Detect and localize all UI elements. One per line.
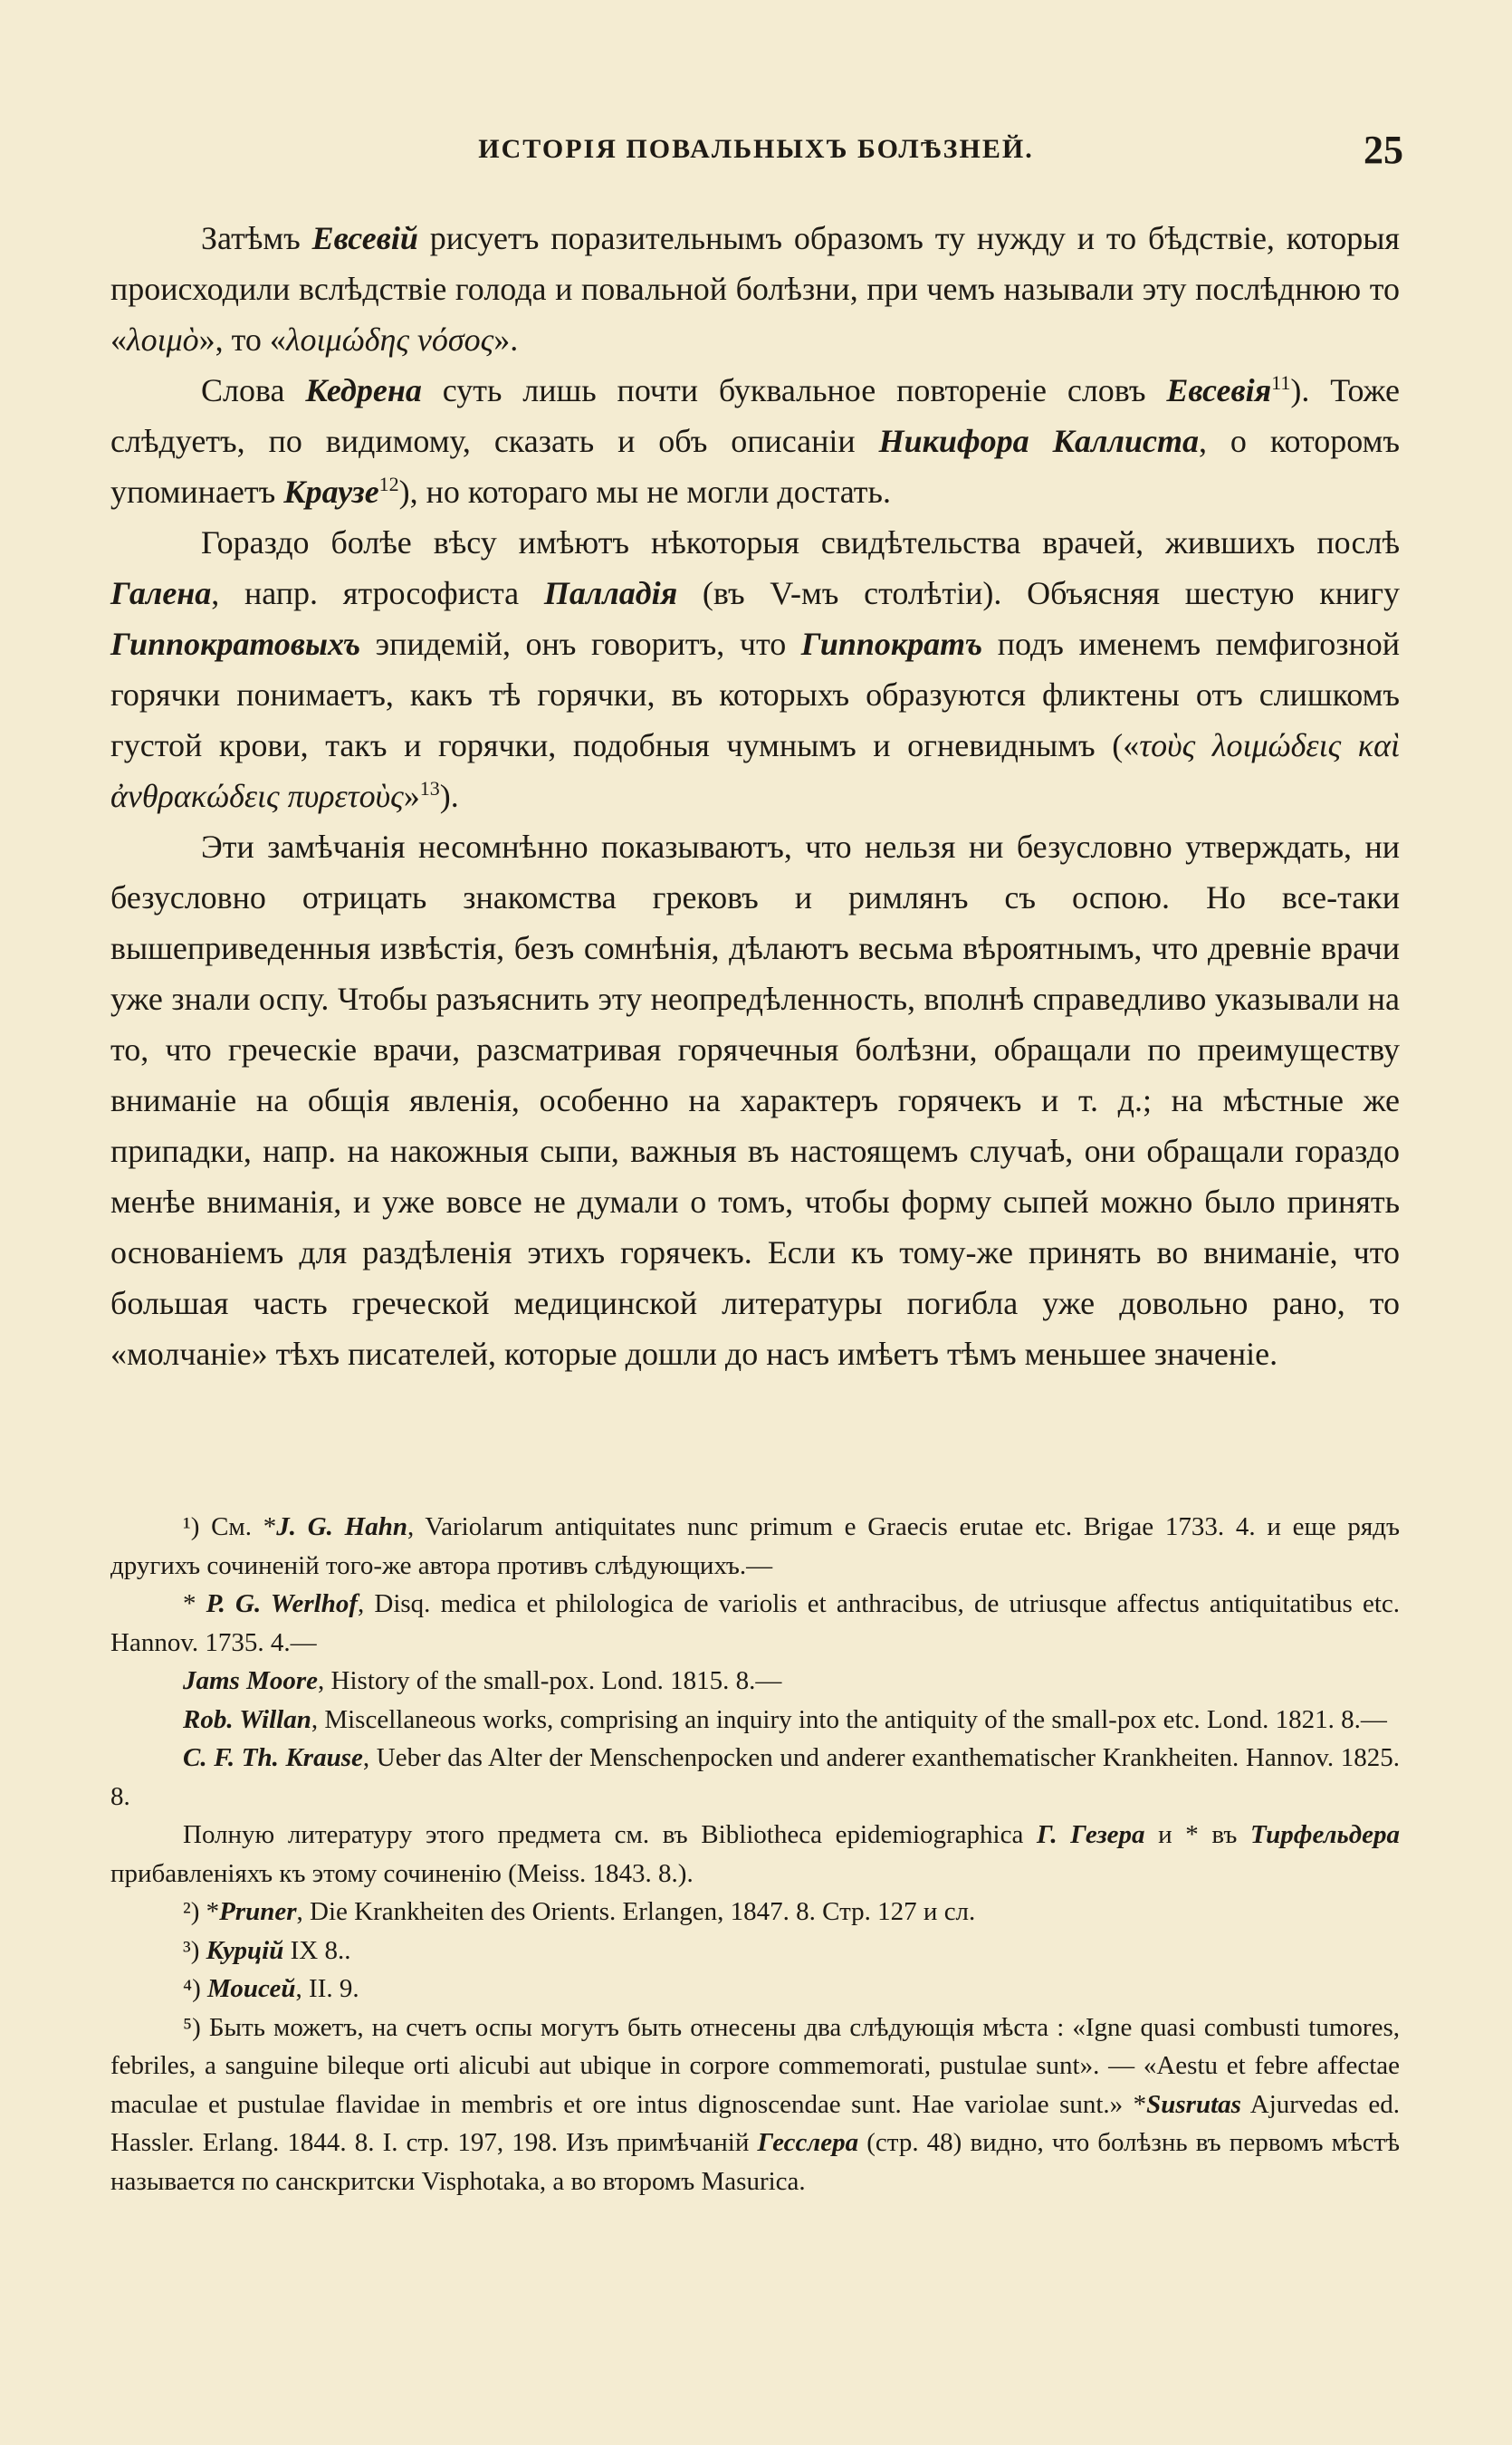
person-name: Палладія [543, 575, 678, 611]
paragraph-2 [110, 365, 1400, 517]
author-name: Гесслера [757, 2128, 859, 2157]
text-run: рисуетъ поразительнымъ образомъ ту нужду и то бѣдствіе, которыя происходили вслѣдствіе голода и повальной болѣзни, при чемъ называли эту послѣднюю то « [110, 220, 1400, 358]
text-run: », то « [198, 321, 286, 358]
author-name: Тирфельдера [1250, 1820, 1400, 1849]
text-run: , о которомъ упоминаетъ [110, 423, 1400, 510]
person-name: Галена [110, 575, 212, 611]
person-name: Евсевія [1166, 372, 1272, 408]
footnote-text: , Variolarum antiquitates nunc primum e Graecis erutae etc. Brigae 1733. 4. и еще рядъ другихъ сочиненій того-же автора противъ слѣдующихъ.— [110, 1512, 1400, 1580]
footnotes [110, 1508, 1400, 2200]
footnote-marker: ²) * [183, 1897, 220, 1926]
author-name: Г. Гезера [1036, 1820, 1145, 1849]
page-number: 25 [1364, 128, 1403, 172]
author-name: J. G. Hahn [276, 1512, 407, 1541]
paragraph-4: Эти замѣчанія несомнѣнно показываютъ, что нельзя ни безусловно утверждать, ни безусловно отрицать знакомства грековъ и римлянъ съ оспою. Но все-таки вышеприведенныя извѣстія, безъ сомнѣнія, дѣлаютъ весьма вѣроятнымъ, что древніе врачи уже знали оспу. Чтобы разъяснить эту неопредѣленность, вполнѣ справедливо указывали на то, что греческіе врачи, разсматривая горячечныя болѣзни, обращали по преимуществу вниманіе на общія явленія, особенно на характеръ горячекъ и т. д.; на мѣстные же припадки, напр. на накожныя сыпи, важныя въ настоящемъ случаѣ, они обращали гораздо менѣе вниманія, и уже вовсе не думали о томъ, чтобы форму сыпей можно было принять основаніемъ для раздѣленія этихъ горячекъ. Если къ тому-же принять во вниманіе, что большая часть греческой медицинской литературы погибла уже довольно рано, то «молчаніе» тѣхъ писателей, которые дошли до насъ имѣетъ тѣмъ меньшее значеніе. [110, 829, 1400, 1372]
text-run: Гораздо болѣе вѣсу имѣютъ нѣкоторыя свидѣтельства врачей, жившихъ послѣ [201, 524, 1400, 561]
footnote-text: и * въ [1144, 1820, 1251, 1849]
footnote-text: прибавленіяхъ къ этому сочиненію (Meiss. 1843. 8.). [110, 1858, 694, 1888]
author-name: C. F. Th. Krause [183, 1743, 363, 1772]
main-text [110, 213, 1400, 1379]
footnote-2 [110, 1893, 1400, 1932]
running-title: ИСТОРІЯ ПОВАЛЬНЫХЪ БОЛѢЗНЕЙ. [478, 134, 1034, 164]
author-name: Jams Moore [183, 1666, 319, 1695]
footnote-ref: 11 [1271, 371, 1291, 394]
footnote-1-item [110, 1816, 1400, 1893]
text-run: » [403, 778, 420, 814]
footnote-text: Ajurvedas ed. Hassler. Erlang. 1844. 8. I. стр. 197, 198. Изъ примѣчаній [110, 2089, 1400, 2157]
footnote-marker: ⁴) [183, 1974, 208, 2003]
author-name: Pruner [219, 1897, 297, 1926]
paragraph-1 [110, 213, 1400, 365]
footnote-text: , Miscellaneous works, comprising an inquiry into the antiquity of the small-pox etc. Lond. 1821. 8.— [311, 1704, 1387, 1734]
footnote-1-item [110, 1701, 1400, 1740]
footnote-4 [110, 1970, 1400, 2009]
footnote-marker: * [183, 1589, 206, 1618]
author-name: Rob. Willan [183, 1704, 311, 1734]
footnote-ref: 12 [378, 473, 399, 495]
greek-term: λοιμώδης νόσος [285, 321, 494, 358]
footnote-text: , History of the small-pox. Lond. 1815. 8.— [318, 1666, 782, 1695]
text-run: эпидемій, онъ говоритъ, что [360, 626, 801, 662]
running-header [109, 127, 1403, 181]
footnote-marker: ³) [183, 1935, 206, 1965]
footnote-1-item [110, 1662, 1400, 1701]
footnote-text: (стр. 48) видно, что болѣзнь въ первомъ мѣстѣ называется по санскритски Visphotaka, а во второмъ Masurica. [110, 2128, 1400, 2196]
text-run: Слова [201, 372, 306, 408]
author-name: Курцій [206, 1935, 284, 1965]
footnote-text: ⁵) Быть можетъ, на счетъ оспы могутъ быть отнесены два слѣдующія мѣста : «Igne quasi combusti tumores, febriles, a sanguine bileque orti alicubi aut ubique in corpore commemorati, pustulae sunt». — «Aestu et febre affectae maculae et pustulae flavidae in membris et ore intus dignoscendae sunt. Hae variolae sunt.» * [110, 2012, 1400, 2119]
footnote-3 [110, 1932, 1400, 1970]
text-run: (въ V-мъ столѣтіи). Объясняя шестую книгу [677, 575, 1400, 611]
author-name: Моисей [207, 1974, 296, 2003]
footnote-text: Полную литературу этого предмета см. въ Bibliotheca epidemiographica [183, 1820, 1037, 1849]
text-run: ). Тоже слѣдуетъ, по видимому, сказать и объ описаніи [110, 372, 1400, 459]
author-name: P. G. Werlhof [206, 1589, 358, 1618]
author-name: Susrutas [1146, 2089, 1241, 2119]
footnote-1-item [110, 1585, 1400, 1662]
text-run: ), но котораго мы не могли достать. [398, 474, 891, 510]
footnote-text: , II. 9. [295, 1974, 359, 2003]
text-run: ». [493, 321, 519, 358]
footnote-text: IX 8.. [283, 1935, 351, 1965]
person-name: Кедрена [305, 372, 422, 408]
text-run: подъ именемъ пемфигозной горячки понимаетъ, какъ тѣ горячки, въ которыхъ образуются фликтены отъ слишкомъ густой крови, такъ и горячки, подобныя чумнымъ и огневиднымъ (« [110, 626, 1400, 763]
text-run: суть лишь почти буквальное повтореніе словъ [421, 372, 1167, 408]
footnote-marker: ¹) См. * [183, 1512, 277, 1541]
person-name: Никифора Каллиста [878, 423, 1199, 459]
footnote-1 [110, 1508, 1400, 1585]
person-name: Гиппократъ [800, 626, 983, 662]
footnote-1-item [110, 1739, 1400, 1816]
person-name: Евсевій [311, 220, 418, 256]
footnote-text: , Ueber das Alter der Menschenpocken und anderer exanthematischer Krankheiten. Hannov. 1825. 8. [110, 1743, 1400, 1811]
paragraph-3 [110, 517, 1400, 821]
footnote-5 [110, 2009, 1400, 2201]
footnote-text: , Disq. medica et philologica de variolis et anthracibus, de utriusque affectus antiquitatibus etc. Hannov. 1735. 4.— [110, 1589, 1401, 1657]
text-run: ). [439, 778, 459, 814]
person-name: Краузе [283, 474, 379, 510]
text-run: Затѣмъ [201, 220, 312, 256]
footnote-ref: 13 [419, 777, 440, 800]
person-name: Гиппократовыхъ [110, 626, 361, 662]
greek-term: τοὺς λοιμώδεις καὶ ἀνθρακώδεις πυρετοὺς [110, 727, 1400, 814]
greek-term: λοιμὸ [127, 321, 199, 358]
text-run: , напр. ятрософиста [211, 575, 544, 611]
footnote-text: , Die Krankheiten des Orients. Erlangen, 1847. 8. Стр. 127 и сл. [296, 1897, 976, 1926]
